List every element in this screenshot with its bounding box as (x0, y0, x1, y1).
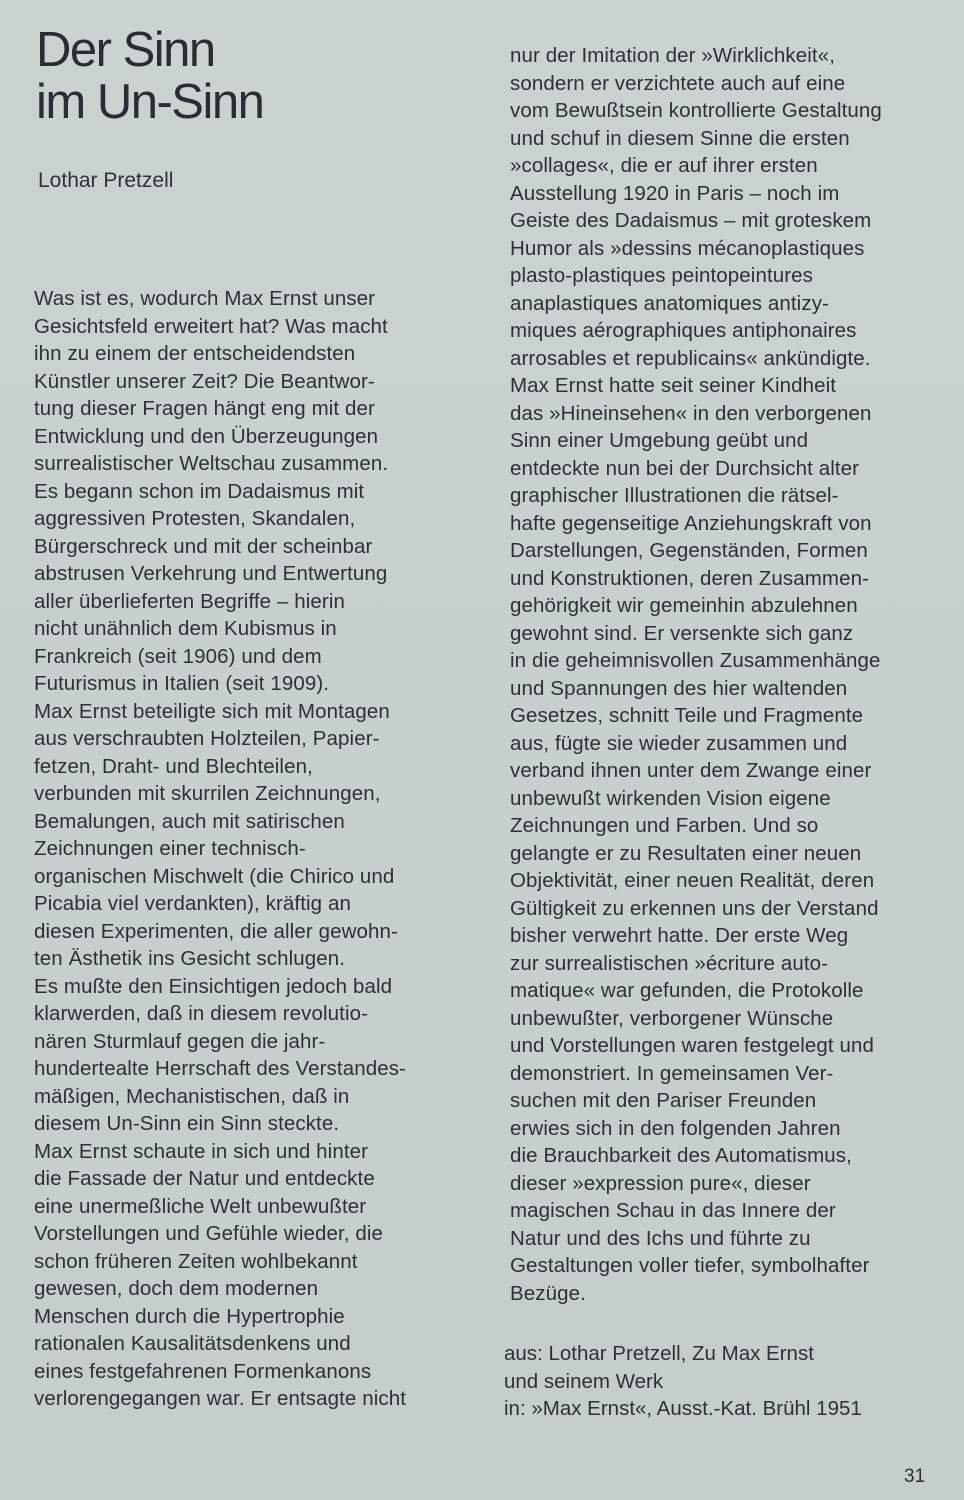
text-line: hafte gegenseitige Anziehungskraft von (510, 511, 872, 535)
right-text-column (510, 42, 940, 1307)
text-line: matique« war gefunden, die Protokolle (510, 979, 864, 1002)
text-line: unbewußt wirkenden Vision eigene (510, 786, 831, 810)
text-line: eine unermeßliche Welt unbewußter (34, 1194, 367, 1218)
text-line: Es mußte den Einsichtigen jedoch bald (34, 974, 393, 998)
text-line: zur surrealistischen »écriture auto- (510, 951, 829, 975)
text-line: entdeckte nun bei der Durchsicht alter (510, 456, 860, 480)
text-line: arrosables et republicains« ankündigte. (510, 346, 871, 370)
text-line: Bemalungen, auch mit satirischen (34, 809, 345, 833)
text-line: Ausstellung 1920 in Paris – noch im (510, 181, 840, 205)
text-line: Objektivität, einer neuen Realität, deren (510, 869, 875, 892)
text-line: Zeichnungen und Farben. Und so (510, 814, 819, 837)
text-line: Humor als »dessins mécanoplastiques (510, 236, 865, 260)
text-line: ten Ästhetik ins Gesicht schlugen. (34, 947, 346, 970)
text-line: demonstriert. In gemeinsamen Ver- (510, 1061, 834, 1085)
text-line: hundertealte Herrschaft des Verstandes- (34, 1057, 406, 1080)
title-line: Der Sinn (36, 23, 215, 77)
left-text-column (34, 285, 479, 1413)
text-line: klarwerden, daß in diesem revolutio- (34, 1002, 369, 1025)
text-line: Geiste des Dadaismus – mit groteskem (510, 209, 872, 232)
text-line: nur der Imitation der »Wirklichkeit«, (510, 44, 835, 67)
text-line: anaplastiques anatomiques antizy- (510, 291, 829, 315)
text-line: Künstler unserer Zeit? Die Beantwor- (34, 369, 375, 393)
text-line: bisher verwehrt hatte. Der erste Weg (510, 924, 849, 947)
text-line: die Fassade der Natur und entdeckte (34, 1167, 375, 1190)
text-line: Max Ernst beteiligte sich mit Montagen (34, 699, 390, 723)
text-line: Sinn einer Umgebung geübt und (510, 429, 809, 452)
text-line: in die geheimnisvollen Zusammenhänge (510, 649, 881, 672)
text-line: erwies sich in den folgenden Jahren (510, 1116, 841, 1140)
text-line: Futurismus in Italien (seit 1909). (34, 672, 330, 695)
text-line: Bezüge. (510, 1281, 586, 1305)
text-line: rationalen Kausalitätsdenkens und (34, 1332, 351, 1355)
text-line: dieser »expression pure«, dieser (510, 1171, 811, 1195)
text-line: aus, fügte sie wieder zusammen und (510, 731, 848, 755)
text-line: »collages«, die er auf ihrer ersten (510, 154, 818, 177)
text-line: Gestaltungen voller tiefer, symbolhafter (510, 1254, 870, 1277)
text-line: diesem Un-Sinn ein Sinn steckte. (34, 1112, 340, 1135)
text-line: diesen Experimenten, die aller gewohn- (34, 919, 398, 943)
text-line: unbewußter, verborgener Wünsche (510, 1006, 834, 1030)
text-line: Entwicklung und den Überzeugungen (34, 424, 379, 448)
text-line: gelangte er zu Resultaten einer neuen (510, 841, 862, 865)
text-line: gewohnt sind. Er versenkte sich ganz (510, 621, 854, 645)
text-line: Gültigkeit zu erkennen uns der Verstand (510, 896, 879, 920)
text-line: mäßigen, Mechanistischen, daß in (34, 1084, 350, 1108)
citation-line: in: »Max Ernst«, Ausst.-Kat. Brühl 1951 (504, 1397, 862, 1420)
text-line: Zeichnungen einer technisch- (34, 837, 306, 860)
text-line: gewesen, doch dem modernen (34, 1277, 319, 1300)
text-line: tung dieser Fragen hängt eng mit der (34, 397, 375, 420)
text-line: Es begann schon im Dadaismus mit (34, 479, 365, 503)
text-line: plasto-plastiques peintopeintures (510, 264, 814, 287)
text-line: Darstellungen, Gegenständen, Formen (510, 539, 868, 562)
article-title (36, 24, 476, 128)
text-line: graphischer Illustrationen die rätsel- (510, 484, 839, 507)
text-line: Bürgerschreck und mit der scheinbar (34, 534, 373, 558)
text-line: und Spannungen des hier waltenden (510, 676, 848, 700)
text-line: schon früheren Zeiten wohlbekannt (34, 1249, 358, 1273)
text-line: vom Bewußtsein kontrollierte Gestaltung (510, 99, 882, 122)
text-line: die Brauchbarkeit des Automatismus, (510, 1144, 852, 1167)
text-line: und Konstruktionen, deren Zusammen- (510, 566, 870, 590)
text-line: organischen Mischwelt (die Chirico und (34, 864, 395, 888)
text-line: Vorstellungen und Gefühle wieder, die (34, 1222, 384, 1245)
text-line: ihn zu einem der entscheidendsten (34, 342, 356, 365)
text-line: nären Sturmlauf gegen die jahr- (34, 1029, 326, 1053)
text-line: magischen Schau in das Innere der (510, 1199, 836, 1222)
citation-line: aus: Lothar Pretzell, Zu Max Ernst (504, 1342, 814, 1365)
text-line: und schuf in diesem Sinne die ersten (510, 126, 850, 150)
text-line: verband ihnen unter dem Zwange einer (510, 759, 872, 782)
page-number: 31 (904, 1466, 926, 1487)
text-line: Gesichtsfeld erweitert hat? Was macht (34, 314, 388, 338)
text-line: gehörigkeit wir gemeinhin abzulehnen (510, 594, 858, 617)
text-line: Max Ernst schaute in sich und hinter (34, 1139, 369, 1163)
text-line: aus verschraubten Holzteilen, Papier- (34, 727, 380, 750)
text-line: das »Hineinsehen« in den verborgenen (510, 401, 872, 425)
text-line: Menschen durch die Hypertrophie (34, 1304, 345, 1328)
title-line: im Un-Sinn (36, 75, 264, 129)
text-line: Frankreich (seit 1906) und dem (34, 644, 322, 668)
text-line: eines festgefahrenen Formenkanons (34, 1359, 372, 1383)
text-line: fetzen, Draht- und Blechteilen, (34, 754, 313, 778)
source-citation (504, 1340, 944, 1423)
text-line: suchen mit den Pariser Freunden (510, 1089, 817, 1112)
text-line: Picabia viel verdankten), kräftig an (34, 892, 351, 915)
text-line: miques aérographiques antiphonaires (510, 319, 857, 342)
text-line: sondern er verzichtete auch auf eine (510, 71, 846, 95)
text-line: surrealistischer Weltschau zusammen. (34, 452, 389, 475)
text-line: nicht unähnlich dem Kubismus in (34, 617, 337, 640)
text-line: aggressiven Protesten, Skandalen, (34, 507, 356, 530)
text-line: Gesetzes, schnitt Teile und Fragmente (510, 704, 864, 727)
text-line: Max Ernst hatte seit seiner Kindheit (510, 374, 837, 397)
text-line: aller überlieferten Begriffe – hierin (34, 589, 345, 613)
text-line: verlorengegangen war. Er entsagte nicht (34, 1387, 406, 1410)
text-line: abstrusen Verkehrung und Entwertung (34, 562, 388, 585)
text-line: Natur und des Ichs und führte zu (510, 1226, 811, 1250)
text-line: verbunden mit skurrilen Zeichnungen, (34, 782, 381, 805)
citation-line: und seinem Werk (504, 1369, 664, 1393)
text-line: Was ist es, wodurch Max Ernst unser (34, 287, 376, 310)
text-line: und Vorstellungen waren festgelegt und (510, 1034, 874, 1057)
author-name: Lothar Pretzell (38, 169, 174, 192)
